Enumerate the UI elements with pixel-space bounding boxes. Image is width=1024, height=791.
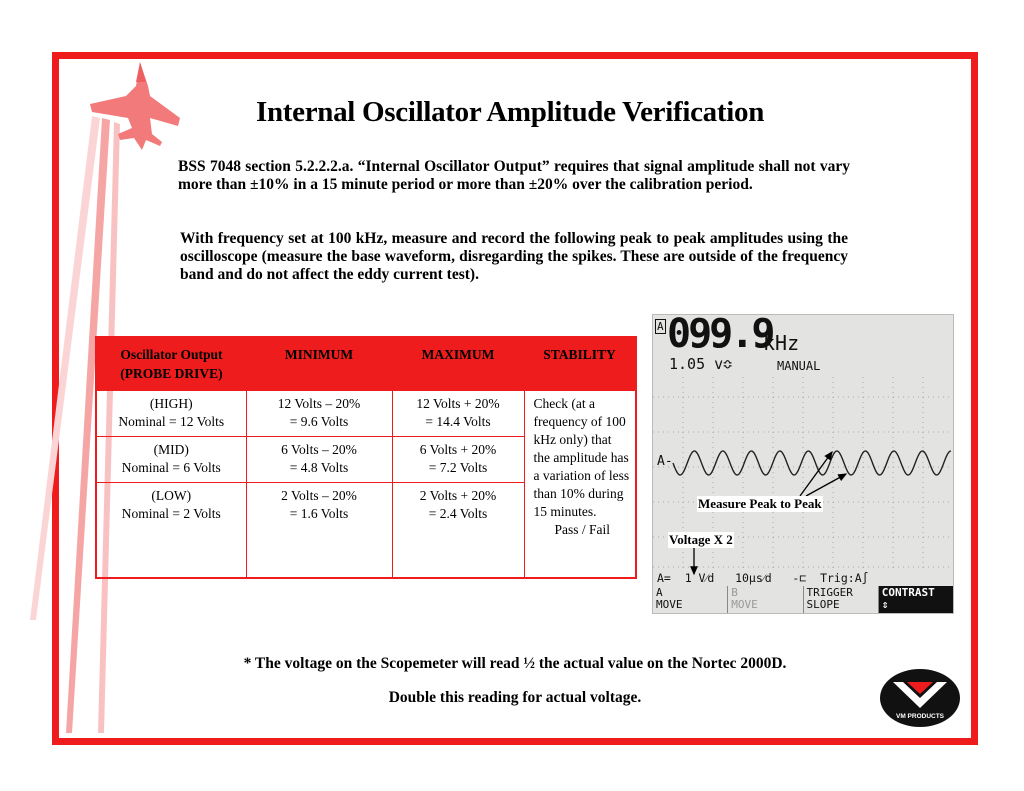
output-cell: (MID) Nominal = 6 Volts <box>96 437 246 483</box>
output-cell: (LOW) Nominal = 2 Volts <box>96 483 246 579</box>
contrast-softkey[interactable]: CONTRAST ⇕ <box>879 586 953 613</box>
instruction-paragraph: With frequency set at 100 kHz, measure and record the following peak to peak amplitudes using the oscilloscope (measure the base waveform, disregarding the spikes. These are outside of the frequency band and do not affect the eddy current test). <box>180 230 848 283</box>
peak-to-peak-label: Measure Peak to Peak <box>698 496 822 511</box>
frequency-readout: 099.9 <box>667 314 773 357</box>
col-header-maximum: MAXIMUM <box>392 337 524 391</box>
minimum-cell: 6 Volts – 20% = 4.8 Volts <box>246 437 392 483</box>
col-header-stability: STABILITY <box>524 337 636 391</box>
minimum-cell: 2 Volts – 20% = 1.6 Volts <box>246 483 392 579</box>
channel-indicator: A <box>657 320 664 333</box>
a-move-softkey[interactable]: A MOVE <box>653 586 728 613</box>
maximum-cell: 2 Volts + 20% = 2.4 Volts <box>392 483 524 579</box>
voltage-x2-label: Voltage X 2 <box>669 532 733 547</box>
scope-status-bar: A= 1 V⁄d 10μs⁄d -⊏ Trig:A∫ <box>657 571 869 585</box>
trigger-slope-softkey[interactable]: TRIGGER SLOPE <box>804 586 879 613</box>
scopemeter-note: * The voltage on the Scopemeter will read ½ the actual value on the Nortec 2000D. <box>243 655 787 672</box>
requirement-paragraph: BSS 7048 section 5.2.2.2.a. “Internal Oscillator Output” requires that signal amplitude shall not vary more than ±10% in a 15 minute period or more than ±20% over the calibration period. <box>178 158 850 193</box>
stability-text: Check (at a frequency of 100 kHz only) that the amplitude has a variation of less than 10% during 15 minutes. <box>533 396 630 519</box>
double-reading-note: Double this reading for actual voltage. <box>388 689 642 706</box>
frequency-unit: kHz <box>763 331 800 355</box>
trace-marker: A- <box>657 454 673 469</box>
scope-waveform-grid <box>653 377 953 587</box>
svg-text:VM PRODUCTS: VM PRODUCTS <box>895 713 945 720</box>
col-header-output: Oscillator Output (PROBE DRIVE) <box>96 337 246 391</box>
scope-softkeys <box>653 586 953 613</box>
minimum-cell: 12 Volts – 20% = 9.6 Volts <box>246 391 392 437</box>
stability-result: Pass / Fail <box>554 522 610 537</box>
table-row <box>96 391 636 437</box>
table-header-row <box>96 337 636 391</box>
output-cell: (HIGH) Nominal = 12 Volts <box>96 391 246 437</box>
voltage-readout: 1.05 v≎ <box>669 355 733 373</box>
amplitude-table <box>95 336 637 579</box>
maximum-cell: 12 Volts + 20% = 14.4 Volts <box>392 391 524 437</box>
maximum-cell: 6 Volts + 20% = 7.2 Volts <box>392 437 524 483</box>
page-title: Internal Oscillator Amplitude Verification <box>255 96 765 128</box>
b-move-softkey[interactable]: B MOVE <box>728 586 803 613</box>
stability-cell <box>524 391 636 579</box>
vm-products-logo <box>879 668 961 728</box>
mode-readout: MANUAL <box>777 359 821 373</box>
oscilloscope-screenshot <box>652 314 954 614</box>
col-header-minimum: MINIMUM <box>246 337 392 391</box>
